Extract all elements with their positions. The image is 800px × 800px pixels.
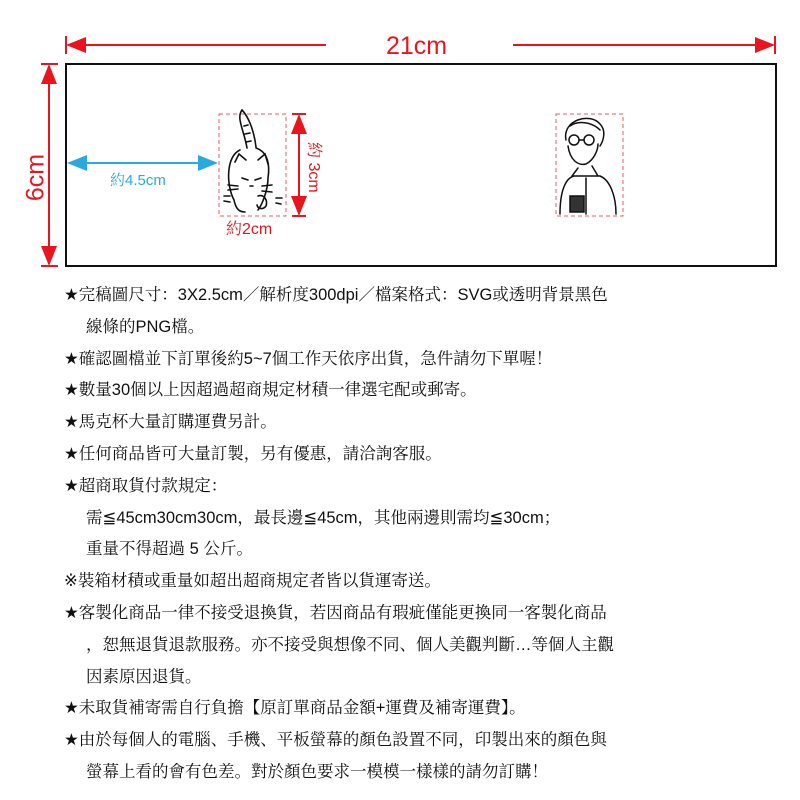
note-line: 因素原因退貨。: [86, 667, 202, 686]
order-notes: [64, 280, 784, 789]
note-line: ★確認圖檔並下訂單後約5~7個工作天依序出貨，急件請勿下單喔！: [64, 349, 553, 368]
art-height-dimension-line: [292, 114, 306, 216]
height-label: 6cm: [21, 153, 50, 202]
note-line: ★完稿圖尺寸：3X2.5cm／解析度300dpi／檔案格式：SVG或透明背景黑色: [64, 286, 608, 304]
person-illustration-icon: [560, 118, 616, 214]
art-height-label: 約 3cm: [305, 142, 322, 193]
note-line: ★馬克杯大量訂購運費另計。: [64, 413, 277, 432]
product-outline: [66, 64, 776, 266]
note-line: ★數量30個以上因超過超商規定材積一律選宅配或郵寄。: [64, 381, 477, 400]
offset-label: 約4.5cm: [110, 172, 166, 189]
note-line: 線條的PNG檔。: [86, 317, 205, 336]
person-art-bounding-box: [556, 114, 623, 216]
cat-illustration-icon: [224, 110, 282, 212]
note-line: 螢幕上看的會有色差。對於顏色要求一模模一樣樣的請勿訂購！: [86, 762, 548, 781]
note-line: ※裝箱材積或重量如超出超商規定者皆以貨運寄送。: [64, 572, 441, 591]
note-line: ，恕無退貨退款服務。亦不接受與想像不同、個人美觀判斷…等個人主觀: [86, 635, 614, 654]
note-line: ★由於每個人的電腦、手機、平板螢幕的顏色設置不同，印製出來的顏色與: [64, 731, 607, 750]
note-line: ★客製化商品一律不接受退換貨，若因商品有瑕疵僅能更換同一客製化商品: [64, 603, 607, 622]
width-label: 21cm: [386, 32, 448, 60]
art-width-label: 約2cm: [226, 221, 273, 238]
note-line: ★任何商品皆可大量訂製，另有優惠，請洽詢客服。: [64, 444, 442, 463]
note-line: 需≦45cm30cm30cm，最長邊≦45cm，其他兩邊則需均≦30cm；: [86, 508, 561, 527]
note-line: ★未取貨補寄需自行負擔【原訂單商品金額+運費及補寄運費】。: [64, 699, 526, 718]
note-line: 重量不得超過 5 公斤。: [86, 540, 253, 559]
note-line: ★超商取貨付款規定：: [64, 476, 228, 495]
